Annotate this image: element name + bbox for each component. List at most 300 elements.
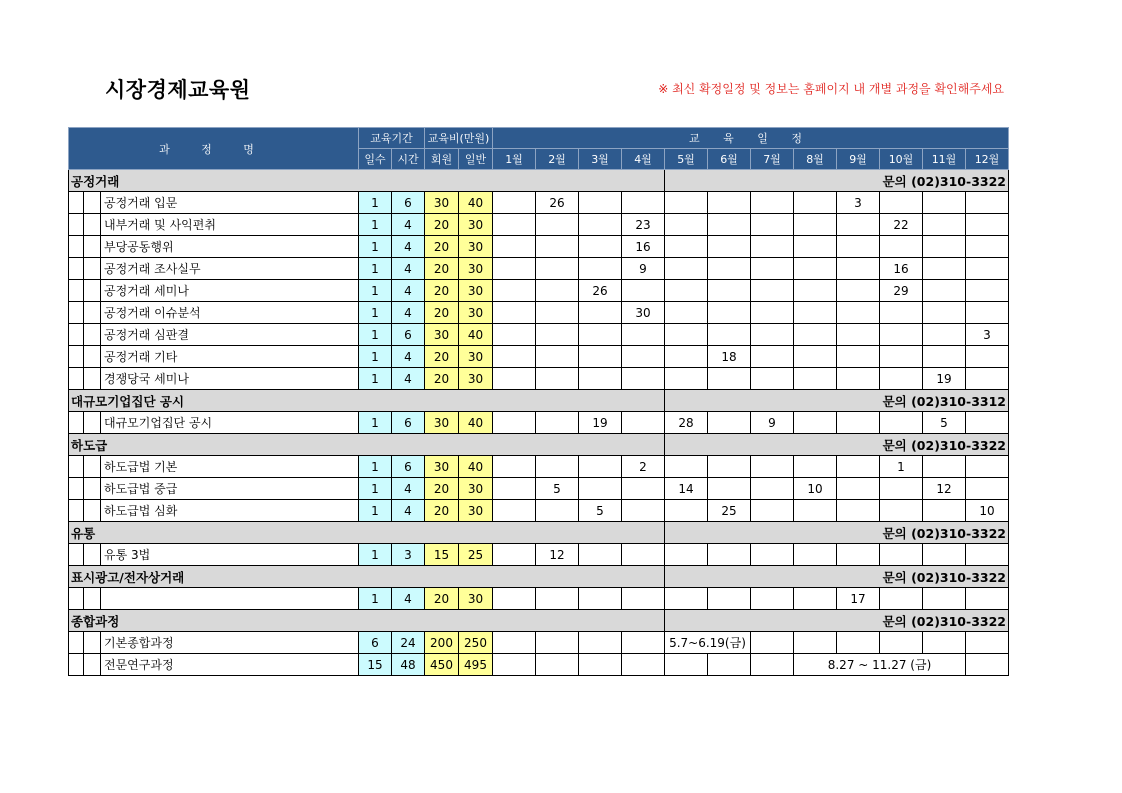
- course-row: [69, 324, 1009, 346]
- course-days: 1: [359, 214, 392, 236]
- course-member-fee: 30: [425, 456, 459, 478]
- row-spacer: [69, 280, 84, 302]
- category-contact: 문의 (02)310-3322: [665, 170, 1009, 192]
- month-cell: [794, 324, 837, 346]
- course-period-span: 8.27 ~ 11.27 (금): [794, 654, 966, 676]
- course-name: 경쟁당국 세미나: [101, 368, 359, 390]
- month-cell: [536, 500, 579, 522]
- course-name: 기본종합과정: [101, 632, 359, 654]
- month-cell: [751, 500, 794, 522]
- month-cell: [493, 346, 536, 368]
- month-cell: [708, 654, 751, 676]
- course-row: [69, 654, 1009, 676]
- course-days: 1: [359, 192, 392, 214]
- month-cell: [923, 588, 966, 610]
- month-cell: [794, 368, 837, 390]
- education-schedule-table: [68, 127, 1009, 676]
- row-spacer: [69, 214, 84, 236]
- month-cell: [708, 456, 751, 478]
- course-days: 1: [359, 368, 392, 390]
- course-hours: 4: [392, 368, 425, 390]
- category-row: [69, 434, 1009, 456]
- month-cell: [880, 588, 923, 610]
- course-days: 1: [359, 544, 392, 566]
- month-cell: [665, 214, 708, 236]
- month-cell: [794, 544, 837, 566]
- month-cell: [751, 346, 794, 368]
- month-cell: [665, 302, 708, 324]
- course-general-fee: 495: [459, 654, 493, 676]
- month-cell: [794, 588, 837, 610]
- course-name: 내부거래 및 사익편취: [101, 214, 359, 236]
- month-cell: [923, 258, 966, 280]
- row-spacer: [69, 346, 84, 368]
- course-hours: 4: [392, 280, 425, 302]
- month-cell: 25: [708, 500, 751, 522]
- course-row: [69, 192, 1009, 214]
- month-cell: [794, 280, 837, 302]
- course-general-fee: 30: [459, 478, 493, 500]
- month-cell: [966, 214, 1009, 236]
- month-cell: 26: [536, 192, 579, 214]
- month-cell: [536, 588, 579, 610]
- course-general-fee: 30: [459, 368, 493, 390]
- month-cell: [536, 456, 579, 478]
- month-cell: [923, 346, 966, 368]
- course-days: 1: [359, 324, 392, 346]
- month-cell: [536, 324, 579, 346]
- course-member-fee: 20: [425, 280, 459, 302]
- month-cell: [665, 280, 708, 302]
- month-cell: [751, 544, 794, 566]
- month-cell: [966, 258, 1009, 280]
- month-cell: [493, 192, 536, 214]
- month-cell: [579, 192, 622, 214]
- category-row: [69, 610, 1009, 632]
- course-row: [69, 236, 1009, 258]
- month-cell: 16: [622, 236, 665, 258]
- month-header: 6월: [708, 149, 751, 170]
- course-name: 공정거래 이슈분석: [101, 302, 359, 324]
- course-name: 부당공동행위: [101, 236, 359, 258]
- month-cell: [923, 214, 966, 236]
- course-days: 6: [359, 632, 392, 654]
- month-cell: [579, 236, 622, 258]
- month-cell: [665, 346, 708, 368]
- month-cell: [493, 588, 536, 610]
- month-cell: [966, 412, 1009, 434]
- category-name: 대규모기업집단 공시: [69, 390, 665, 412]
- row-spacer: [84, 478, 101, 500]
- month-header: 2월: [536, 149, 579, 170]
- month-cell: [837, 280, 880, 302]
- month-cell: 10: [794, 478, 837, 500]
- month-cell: 22: [880, 214, 923, 236]
- category-name: 하도급: [69, 434, 665, 456]
- row-spacer: [69, 412, 84, 434]
- row-spacer: [69, 456, 84, 478]
- course-row: [69, 258, 1009, 280]
- month-cell: [579, 368, 622, 390]
- course-member-fee: 20: [425, 368, 459, 390]
- month-cell: [708, 588, 751, 610]
- month-cell: [966, 368, 1009, 390]
- month-cell: [794, 500, 837, 522]
- month-cell: [837, 324, 880, 346]
- month-cell: [837, 456, 880, 478]
- month-cell: [579, 456, 622, 478]
- month-cell: [751, 258, 794, 280]
- course-name: 하도급법 중급: [101, 478, 359, 500]
- month-cell: [751, 654, 794, 676]
- course-hours: 4: [392, 236, 425, 258]
- row-spacer: [84, 368, 101, 390]
- course-row: [69, 302, 1009, 324]
- month-cell: [751, 280, 794, 302]
- month-cell: [837, 302, 880, 324]
- month-cell: [493, 302, 536, 324]
- month-cell: [708, 324, 751, 346]
- month-cell: [665, 544, 708, 566]
- month-cell: 12: [536, 544, 579, 566]
- course-general-fee: 40: [459, 192, 493, 214]
- course-hours: 4: [392, 478, 425, 500]
- course-days: 1: [359, 588, 392, 610]
- row-spacer: [84, 346, 101, 368]
- month-cell: [966, 280, 1009, 302]
- month-cell: [622, 632, 665, 654]
- month-cell: [751, 192, 794, 214]
- month-cell: [536, 412, 579, 434]
- month-cell: [880, 302, 923, 324]
- category-contact: 문의 (02)310-3322: [665, 610, 1009, 632]
- month-cell: [966, 236, 1009, 258]
- month-cell: [493, 368, 536, 390]
- month-cell: [966, 192, 1009, 214]
- month-cell: [837, 258, 880, 280]
- course-member-fee: 450: [425, 654, 459, 676]
- course-hours: 4: [392, 346, 425, 368]
- course-name: 전문연구과정: [101, 654, 359, 676]
- month-cell: [751, 368, 794, 390]
- month-cell: 5: [923, 412, 966, 434]
- month-cell: [708, 368, 751, 390]
- month-header: 7월: [751, 149, 794, 170]
- course-hours: 3: [392, 544, 425, 566]
- month-cell: [665, 654, 708, 676]
- course-row: [69, 368, 1009, 390]
- month-cell: [622, 368, 665, 390]
- month-cell: [837, 500, 880, 522]
- month-header: 1월: [493, 149, 536, 170]
- course-row: [69, 544, 1009, 566]
- month-cell: 19: [579, 412, 622, 434]
- month-cell: 12: [923, 478, 966, 500]
- month-cell: 17: [837, 588, 880, 610]
- month-cell: [923, 544, 966, 566]
- month-cell: 26: [579, 280, 622, 302]
- month-cell: [493, 324, 536, 346]
- page-title: 시장경제교육원: [105, 78, 251, 102]
- course-member-fee: 20: [425, 214, 459, 236]
- month-header: 10월: [880, 149, 923, 170]
- month-cell: [880, 368, 923, 390]
- month-cell: [837, 368, 880, 390]
- course-hours: 4: [392, 302, 425, 324]
- row-spacer: [69, 478, 84, 500]
- month-cell: [923, 236, 966, 258]
- course-days: 1: [359, 456, 392, 478]
- course-general-fee: 30: [459, 236, 493, 258]
- row-spacer: [84, 654, 101, 676]
- month-cell: 10: [966, 500, 1009, 522]
- month-cell: 1: [880, 456, 923, 478]
- month-cell: [536, 236, 579, 258]
- month-cell: [923, 500, 966, 522]
- course-general-fee: 25: [459, 544, 493, 566]
- month-cell: [665, 456, 708, 478]
- course-hours: 4: [392, 588, 425, 610]
- schedule-header: 교 육 일 정: [493, 128, 1009, 149]
- month-cell: [622, 346, 665, 368]
- month-cell: 3: [966, 324, 1009, 346]
- course-member-fee: 30: [425, 412, 459, 434]
- category-name: 유통: [69, 522, 665, 544]
- course-hours: 48: [392, 654, 425, 676]
- course-name: 유통 3법: [101, 544, 359, 566]
- month-cell: [536, 654, 579, 676]
- row-spacer: [84, 214, 101, 236]
- month-cell: [579, 654, 622, 676]
- month-cell: [708, 214, 751, 236]
- month-cell: [493, 544, 536, 566]
- month-cell: 3: [837, 192, 880, 214]
- month-cell: [923, 280, 966, 302]
- category-name: 종합과정: [69, 610, 665, 632]
- course-member-fee: 200: [425, 632, 459, 654]
- category-contact: 문의 (02)310-3322: [665, 522, 1009, 544]
- course-general-fee: 40: [459, 324, 493, 346]
- month-cell: [751, 632, 794, 654]
- row-spacer: [69, 588, 84, 610]
- notice-text: ※ 최신 확정일정 및 정보는 홈페이지 내 개별 과정을 확인해주세요: [658, 82, 1004, 96]
- course-name: [101, 588, 359, 610]
- course-name: 대규모기업집단 공시: [101, 412, 359, 434]
- month-cell: [794, 632, 837, 654]
- month-cell: [966, 456, 1009, 478]
- month-cell: [751, 324, 794, 346]
- course-hours: 6: [392, 456, 425, 478]
- month-cell: [880, 346, 923, 368]
- category-row: [69, 170, 1009, 192]
- month-cell: [622, 412, 665, 434]
- course-days: 1: [359, 236, 392, 258]
- month-cell: 9: [622, 258, 665, 280]
- month-cell: [837, 412, 880, 434]
- month-cell: [622, 654, 665, 676]
- category-contact: 문의 (02)310-3322: [665, 566, 1009, 588]
- month-cell: [579, 588, 622, 610]
- month-cell: [751, 236, 794, 258]
- category-name: 표시광고/전자상거래: [69, 566, 665, 588]
- month-cell: [794, 302, 837, 324]
- month-cell: [579, 544, 622, 566]
- month-cell: 29: [880, 280, 923, 302]
- row-spacer: [69, 302, 84, 324]
- course-row: [69, 214, 1009, 236]
- month-cell: [493, 632, 536, 654]
- course-row: [69, 632, 1009, 654]
- month-cell: 18: [708, 346, 751, 368]
- month-cell: [708, 280, 751, 302]
- month-cell: [493, 654, 536, 676]
- header-row-top: [69, 128, 1009, 149]
- row-spacer: [84, 412, 101, 434]
- month-cell: [966, 544, 1009, 566]
- row-spacer: [69, 368, 84, 390]
- row-spacer: [69, 324, 84, 346]
- month-cell: [665, 588, 708, 610]
- row-spacer: [84, 632, 101, 654]
- month-cell: [665, 324, 708, 346]
- month-cell: [751, 456, 794, 478]
- month-cell: [837, 346, 880, 368]
- month-cell: [708, 258, 751, 280]
- category-row: [69, 522, 1009, 544]
- course-row: [69, 346, 1009, 368]
- month-cell: [536, 346, 579, 368]
- month-cell: [837, 478, 880, 500]
- month-cell: 19: [923, 368, 966, 390]
- month-cell: [751, 302, 794, 324]
- month-cell: [923, 302, 966, 324]
- month-cell: [923, 632, 966, 654]
- month-header: 3월: [579, 149, 622, 170]
- course-row: [69, 456, 1009, 478]
- month-cell: [493, 214, 536, 236]
- row-spacer: [69, 500, 84, 522]
- month-cell: [536, 368, 579, 390]
- course-general-fee: 30: [459, 280, 493, 302]
- month-cell: [579, 302, 622, 324]
- row-spacer: [69, 654, 84, 676]
- month-header: 4월: [622, 149, 665, 170]
- month-cell: [794, 192, 837, 214]
- month-cell: [794, 236, 837, 258]
- row-spacer: [84, 456, 101, 478]
- month-cell: [966, 654, 1009, 676]
- month-cell: [493, 412, 536, 434]
- month-cell: 2: [622, 456, 665, 478]
- row-spacer: [84, 324, 101, 346]
- month-cell: [794, 412, 837, 434]
- category-contact: 문의 (02)310-3322: [665, 434, 1009, 456]
- month-cell: [493, 500, 536, 522]
- row-spacer: [84, 588, 101, 610]
- month-cell: [493, 456, 536, 478]
- month-cell: [622, 192, 665, 214]
- row-spacer: [84, 280, 101, 302]
- month-cell: 23: [622, 214, 665, 236]
- course-general-fee: 40: [459, 456, 493, 478]
- category-name: 공정거래: [69, 170, 665, 192]
- month-cell: [880, 500, 923, 522]
- month-cell: [536, 214, 579, 236]
- row-spacer: [84, 544, 101, 566]
- category-row: [69, 390, 1009, 412]
- course-general-fee: 30: [459, 500, 493, 522]
- course-days: 1: [359, 478, 392, 500]
- month-cell: [708, 302, 751, 324]
- course-member-fee: 20: [425, 302, 459, 324]
- row-spacer: [69, 544, 84, 566]
- month-cell: [794, 258, 837, 280]
- course-member-fee: 20: [425, 236, 459, 258]
- hours-header: 시간: [392, 149, 425, 170]
- month-cell: [794, 456, 837, 478]
- course-general-fee: 30: [459, 302, 493, 324]
- month-cell: [493, 236, 536, 258]
- course-hours: 6: [392, 192, 425, 214]
- month-cell: [536, 632, 579, 654]
- month-cell: [880, 544, 923, 566]
- month-cell: [837, 544, 880, 566]
- row-spacer: [69, 632, 84, 654]
- row-spacer: [69, 192, 84, 214]
- month-cell: [579, 346, 622, 368]
- row-spacer: [84, 258, 101, 280]
- course-member-fee: 20: [425, 588, 459, 610]
- course-days: 15: [359, 654, 392, 676]
- course-member-fee: 20: [425, 346, 459, 368]
- month-cell: [794, 346, 837, 368]
- month-cell: [579, 214, 622, 236]
- days-header: 일수: [359, 149, 392, 170]
- course-days: 1: [359, 412, 392, 434]
- fee-header: 교육비(만원): [425, 128, 493, 149]
- month-cell: [622, 588, 665, 610]
- course-member-fee: 15: [425, 544, 459, 566]
- month-cell: [579, 258, 622, 280]
- row-spacer: [69, 258, 84, 280]
- course-row: [69, 500, 1009, 522]
- month-cell: [708, 236, 751, 258]
- month-header: 11월: [923, 149, 966, 170]
- course-days: 1: [359, 500, 392, 522]
- course-hours: 24: [392, 632, 425, 654]
- course-hours: 6: [392, 324, 425, 346]
- course-name-header: 과 정 명: [69, 128, 359, 170]
- course-name: 공정거래 심판결: [101, 324, 359, 346]
- month-cell: [880, 324, 923, 346]
- month-cell: [536, 302, 579, 324]
- general-fee-header: 일반: [459, 149, 493, 170]
- month-cell: [966, 346, 1009, 368]
- month-cell: [837, 214, 880, 236]
- month-cell: [708, 412, 751, 434]
- course-hours: 4: [392, 258, 425, 280]
- course-name: 공정거래 기타: [101, 346, 359, 368]
- course-days: 1: [359, 302, 392, 324]
- month-cell: [665, 236, 708, 258]
- month-cell: [665, 368, 708, 390]
- month-header: 12월: [966, 149, 1009, 170]
- row-spacer: [84, 192, 101, 214]
- month-cell: [751, 214, 794, 236]
- course-member-fee: 20: [425, 258, 459, 280]
- month-header: 8월: [794, 149, 837, 170]
- month-cell: 5: [579, 500, 622, 522]
